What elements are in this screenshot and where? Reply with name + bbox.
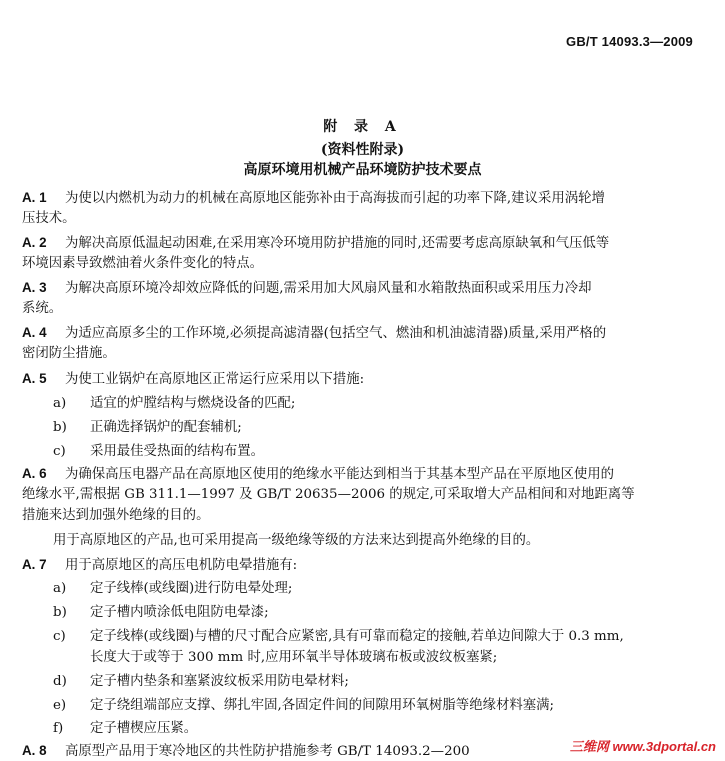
annex-title: 附 录 A [323,119,402,135]
clause-text: 高原型产品用于寒冷地区的共性防护措施参考 GB/T 14093.2—200 [65,744,470,759]
list-item-text: 定子槽内喷涂低电阻防电晕漆; [90,605,269,620]
clause-number: A. 3 [22,280,47,295]
list-item-text: 定子槽内垫条和塞紧波纹板采用防电晕材料; [90,674,349,689]
list-item-marker: c) [53,629,66,644]
list-item-marker: f) [53,721,64,736]
list-item-marker: d) [53,674,67,689]
clause-number: A. 8 [22,743,47,758]
list-item-text: 正确选择锅炉的配套辅机; [90,420,242,435]
clause-a2 [22,234,609,253]
list-item-text: 定子槽楔应压紧。 [90,721,198,736]
list-item [53,395,295,413]
annex-subtitle: (资料性附录) [320,142,405,158]
clause-a8 [22,742,470,761]
list-item [53,720,197,738]
clause-number: A. 7 [22,557,47,572]
list-item-marker: e) [53,698,67,713]
annex-heading: 高原环境用机械产品环境防护技术要点 [243,162,482,178]
clause-a1 [22,189,605,208]
clause-number: A. 1 [22,190,47,205]
clause-a2-cont: 环境因素导致燃油着火条件变化的特点。 [22,256,264,271]
clause-number: A. 4 [22,325,47,340]
list-item-marker: b) [53,605,67,620]
clause-a4 [22,324,606,343]
list-item [53,580,292,598]
watermark: 三维网 www.3dportal.cn [567,736,719,755]
list-item [53,419,242,437]
list-item-text: 采用最佳受热面的结构布置。 [90,444,265,459]
clause-a6-paragraph: 用于高原地区的产品,也可采用提高一级绝缘等级的方法来达到提高外绝缘的目的。 [53,533,540,548]
list-item [53,697,554,715]
clause-a7 [22,556,297,575]
clause-a4-cont: 密闭防尘措施。 [22,346,116,361]
list-item-marker: c) [53,444,66,459]
list-item-text: 适宜的炉膛结构与燃烧设备的匹配; [90,396,296,411]
clause-number: A. 6 [22,466,47,481]
clause-number: A. 2 [22,235,47,250]
list-item-marker: b) [53,420,67,435]
list-item-text: 定子绕组端部应支撑、绑扎牢固,各固定件间的间隙用环氧树脂等绝缘材料塞满; [90,698,555,713]
list-item-text: 定子线棒(或线圈)与槽的尺寸配合应紧密,具有可靠而稳定的接触,若单边间隙大于 0.3 mm, [90,629,624,644]
clause-text: 为适应高原多尘的工作环境,必须提高滤清器(包括空气、燃油和机油滤清器)质量,采用严格的 [65,326,607,341]
clause-a6 [22,465,614,484]
list-item-marker: a) [53,581,67,596]
clause-a3-cont: 系统。 [22,301,63,316]
clause-text: 用于高原地区的高压电机防电晕措施有: [65,558,298,573]
clause-a6-cont: 措施来达到加强外绝缘的目的。 [22,508,210,523]
clause-a6-cont: 绝缘水平,需根据 GB 311.1—1997 及 GB/T 20635—2006 的规定,可采取增大产品相间和对地距离等 [22,487,635,502]
clause-text: 为使以内燃机为动力的机械在高原地区能弥补由于高海拔而引起的功率下降,建议采用涡轮增 [65,191,605,206]
clause-text: 为解决高原环境冷却效应降低的问题,需采用加大风扇风量和水箱散热面积或采用压力冷却 [65,281,592,296]
list-item [53,443,264,461]
list-item-cont: 长度大于或等于 300 mm 时,应用环氧半导体玻璃布板或波纹板塞紧; [90,650,498,665]
clause-a3 [22,279,592,298]
clause-a1-cont: 压技术。 [22,211,76,226]
list-item [53,628,624,646]
list-item [53,673,349,691]
clause-text: 为确保高压电器产品在高原地区使用的绝缘水平能达到相当于其基本型产品在平原地区使用的 [65,467,615,482]
list-item-marker: a) [53,396,67,411]
list-item [53,604,269,622]
clause-number: A. 5 [22,371,47,386]
standard-code: GB/T 14093.3—2009 [566,34,693,49]
clause-text: 为解决高原低温起动困难,在采用寒冷环境用防护措施的同时,还需要考虑高原缺氧和气压低等 [65,236,610,251]
clause-a5 [22,370,364,389]
clause-text: 为使工业锅炉在高原地区正常运行应采用以下措施: [65,372,365,387]
list-item-text: 定子线棒(或线圈)进行防电晕处理; [90,581,293,596]
